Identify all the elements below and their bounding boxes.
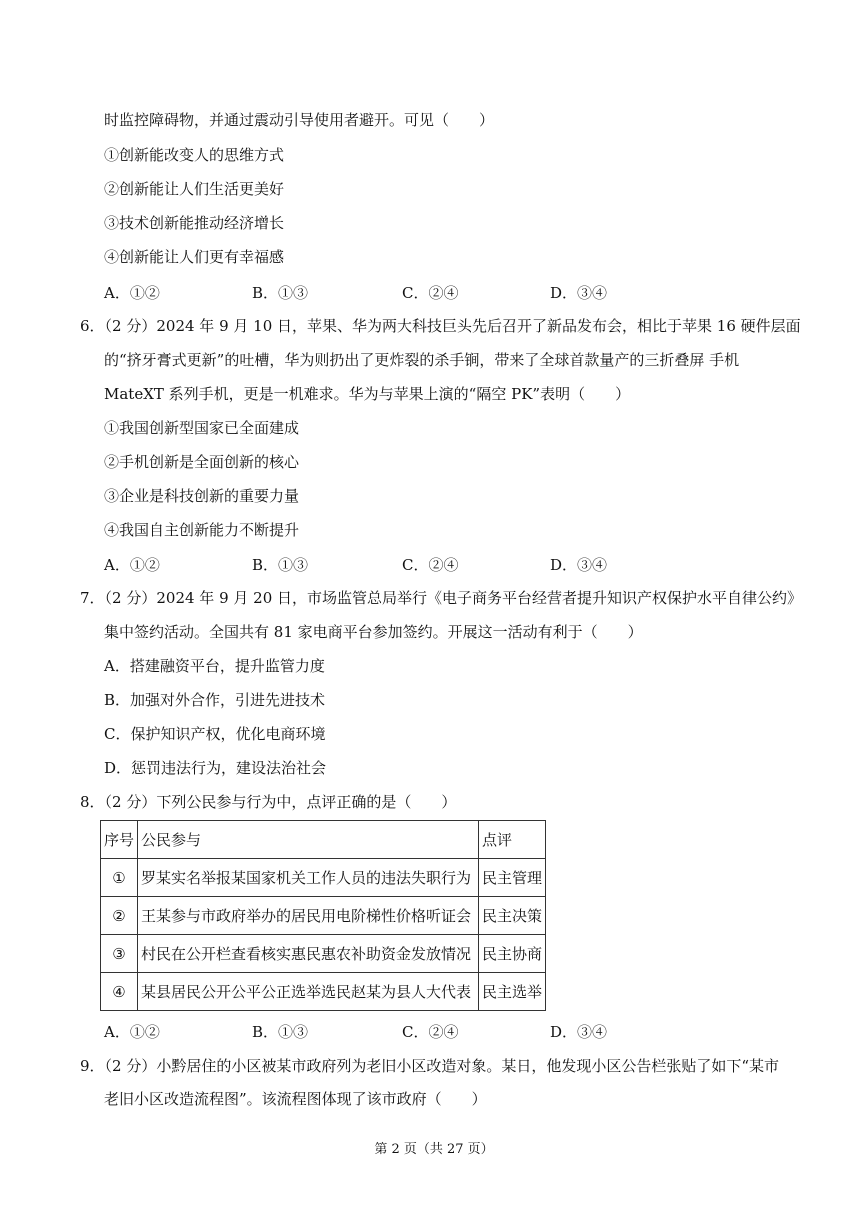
q6-statement-2: ②手机创新是全面创新的核心 [104,453,300,471]
q8-option-d[interactable]: D．③④ [550,1023,608,1041]
table-cell: ③ [101,935,138,973]
table-cell: 民主选举 [479,973,546,1011]
q8-option-c[interactable]: C．②④ [402,1023,459,1041]
q5-option-c[interactable]: C．②④ [402,284,459,302]
table-header-row [101,821,546,859]
q5-option-b[interactable]: B．①③ [252,284,309,302]
q5-statement-1: ①创新能改变人的思维方式 [104,146,285,164]
page-footer: 第 2 页（共 27 页） [374,1142,494,1157]
q5-stem-continuation: 时监控障碍物，并通过震动引导使用者避开。可见（ ） [104,111,495,129]
table-cell: 罗某实名举报某国家机关工作人员的违法失职行为 [138,859,479,897]
table-cell: 某县居民公开公平公正选举选民赵某为县人大代表 [138,973,479,1011]
q6-statement-4: ④我国自主创新能力不断提升 [104,521,300,539]
q6-option-c[interactable]: C．②④ [402,556,459,574]
table-row [101,859,546,897]
q7-stem-line-2: 集中签约活动。全国共有 81 家电商平台参加签约。开展这一活动有利于（ ） [104,623,643,641]
table-cell: 民主协商 [479,935,546,973]
table-row [101,935,546,973]
q6-stem-line-2: 的“挤牙膏式更新”的吐槽，华为则扔出了更炸裂的杀手锏，带来了全球首款量产的三折叠屏 手机 [104,351,740,369]
table-cell: 村民在公开栏查看核实惠民惠农补助资金发放情况 [138,935,479,973]
q5-option-d[interactable]: D．③④ [550,284,608,302]
q6-option-d[interactable]: D．③④ [550,556,608,574]
q5-statement-4: ④创新能让人们更有幸福感 [104,248,285,266]
q6-option-b[interactable]: B．①③ [252,556,309,574]
q8-stem: 8．（2 分）下列公民参与行为中，点评正确的是（ ） [80,793,457,811]
q6-option-a[interactable]: A．①② [104,556,160,574]
table-cell: 王某参与市政府举办的居民用电阶梯性价格听证会 [138,897,479,935]
q9-stem-line-2: 老旧小区改造流程图”。该流程图体现了该市政府（ ） [104,1090,487,1108]
table-cell: 民主管理 [479,859,546,897]
q8-options [104,1021,704,1041]
q7-choice-d[interactable]: D．惩罚违法行为，建设法治社会 [104,759,327,777]
table-header-cell: 序号 [101,821,138,859]
q7-choice-a[interactable]: A．搭建融资平台，提升监管力度 [104,657,325,675]
q8-table [100,820,546,1011]
table-cell: ④ [101,973,138,1011]
q6-stem-line-3: MateXT 系列手机，更是一机难求。华为与苹果上演的“隔空 PK”表明（ ） [104,385,631,403]
table-cell: ① [101,859,138,897]
table-row [101,897,546,935]
q7-choice-b[interactable]: B．加强对外合作，引进先进技术 [104,691,326,709]
q6-statement-1: ①我国创新型国家已全面建成 [104,419,300,437]
q5-statement-3: ③技术创新能推动经济增长 [104,214,285,232]
q5-statement-2: ②创新能让人们生活更美好 [104,180,285,198]
table-header-cell: 点评 [479,821,546,859]
table-row [101,973,546,1011]
q6-options [104,554,704,574]
q5-options [104,282,704,302]
q8-option-a[interactable]: A．①② [104,1023,160,1041]
q6-stem-line-1: 6．（2 分）2024 年 9 月 10 日，苹果、华为两大科技巨头先后召开了新品发布会，相比于苹果 16 硬件层面 [80,317,801,335]
q8-option-b[interactable]: B．①③ [252,1023,309,1041]
q5-option-a[interactable]: A．①② [104,284,160,302]
table-cell: ② [101,897,138,935]
table-cell: 民主决策 [479,897,546,935]
q7-stem-line-1: 7．（2 分）2024 年 9 月 20 日，市场监管总局举行《电子商务平台经营者提升知识产权保护水平自律公约》 [80,589,803,607]
table-header-cell: 公民参与 [138,821,479,859]
q9-stem-line-1: 9．（2 分）小黔居住的小区被某市政府列为老旧小区改造对象。某日，他发现小区公告栏张贴了如下“某市 [80,1057,780,1075]
q6-statement-3: ③企业是科技创新的重要力量 [104,487,300,505]
q7-choice-c[interactable]: C．保护知识产权，优化电商环境 [104,725,326,743]
